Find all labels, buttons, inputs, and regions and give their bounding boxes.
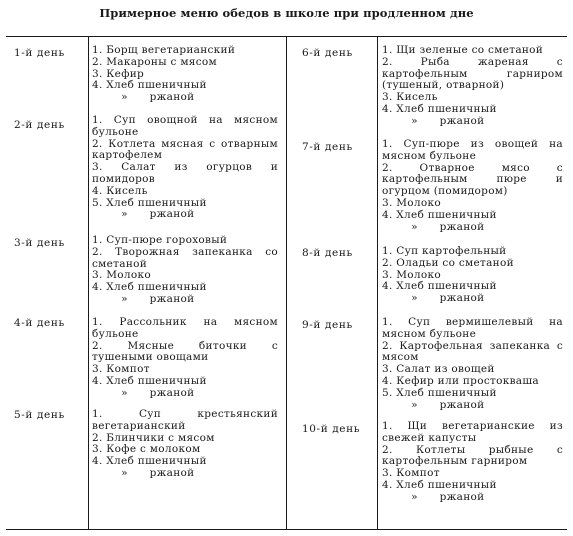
menu-item: 1. Суп-пюре гороховый [92,234,228,246]
day-menu [382,45,563,128]
menu-item: 2. Оладьи со сметаной [382,256,514,269]
menu-item: 1. Суп крестьянский вегетарианский [92,408,278,432]
menu-item: 1. Суп-пюре из овощей на мясном бульоне [382,138,563,162]
menu-item: » ржаной [92,386,195,399]
day-label: 8-й день [302,247,353,259]
menu-item: 1. Рассольник на мясном бульоне [92,316,278,340]
menu-item: 3. Компот [382,467,440,480]
menu-item: 1. Суп вермишелевый на мясном бульоне [382,316,563,340]
menu-item: » ржаной [92,208,195,221]
day-menu [382,246,563,305]
menu-item: 5. Хлеб пшеничный [382,386,497,399]
day-menu [92,409,278,480]
menu-item: 3. Салат из огурцов и помидоров [92,161,278,185]
day-label: 4-й день [14,317,65,329]
menu-item: 2. Рыба жареная с картофельным гарниром (тушеный, отварной) [382,55,563,92]
menu-item: » ржаной [382,490,485,503]
day-menu [92,45,278,104]
menu-item: » ржаной [382,220,485,233]
menu-item: » ржаной [92,91,195,104]
day-label: 2-й день [14,119,65,131]
menu-item: » ржаной [382,398,485,411]
day-label: 9-й день [302,319,353,331]
menu-table [6,36,567,530]
menu-item: 4. Хлеб пшеничный [92,281,207,294]
menu-item: 5. Хлеб пшеничный [92,196,207,209]
day-menu [382,421,563,504]
menu-item: 4. Кефир или простокваша [382,374,539,387]
menu-item: 2. Творожная запеканка со сметаной [92,245,278,270]
menu-item: 3. Молоко [382,196,442,209]
menu-item: » ржаной [92,466,195,479]
menu-item: 4. Хлеб пшеничный [382,478,497,491]
menu-item: 3. Кефир [92,67,145,80]
day-label: 5-й день [14,409,65,421]
menu-item: 2. Блинчики с мясом [92,431,215,444]
menu-item: 1. Щи вегетарианские из свежей капусты [382,420,563,444]
menu-item: 2. Картофельная запеканка с мясом [382,339,563,364]
day-label: 7-й день [302,141,353,153]
menu-item: » ржаной [382,292,485,305]
column-divider [377,37,378,529]
menu-item: 4. Хлеб пшеничный [92,79,207,92]
menu-item: 1. Суп овощной на мясном бульоне [92,114,278,138]
menu-item: 1. Щи зеленые со сметаной [382,44,544,56]
menu-item: 2. Котлета мясная с отварным картофелем [92,137,278,162]
menu-item: 3. Кисель [382,91,438,104]
menu-item: 4. Хлеб пшеничный [382,102,497,115]
menu-item: 2. Отварное мясо с картофельным пюре и огурцом (помидором) [382,161,563,198]
menu-item: 4. Хлеб пшеничный [382,280,497,293]
menu-item: 2. Макароны с мясом [92,55,218,68]
menu-item: 3. Кофе с молоком [92,443,201,456]
menu-item: 2. Котлеты рыбные с картофельным гарниром [382,443,563,468]
day-label: 6-й день [302,47,353,59]
day-label: 3-й день [14,237,65,249]
menu-item: 3. Компот [92,363,150,376]
day-menu [382,139,563,233]
menu-title: Примерное меню обедов в школе при продленном дне [99,6,474,20]
menu-item: 4. Хлеб пшеничный [382,208,497,221]
menu-item: 1. Борщ вегетарианский [92,44,236,56]
menu-item: 4. Кисель [92,184,148,197]
day-menu [382,317,563,411]
day-menu [92,235,278,306]
day-label: 1-й день [14,47,65,59]
menu-item: 3. Молоко [92,269,152,282]
menu-item: 3. Молоко [382,268,442,281]
menu-item: 2. Мясные биточки с тушеными овощами [92,339,278,364]
column-divider-center [286,37,287,529]
menu-item: 4. Хлеб пшеничный [92,374,207,387]
menu-item: 1. Суп картофельный [382,245,507,257]
column-divider [88,37,89,529]
menu-item: 4. Хлеб пшеничный [92,455,207,468]
menu-item: » ржаной [382,114,485,127]
menu-item: 3. Салат из овощей [382,363,495,376]
day-label: 10-й день [302,423,361,435]
day-menu [92,317,278,400]
menu-item: » ржаной [92,292,195,305]
day-menu [92,115,278,221]
